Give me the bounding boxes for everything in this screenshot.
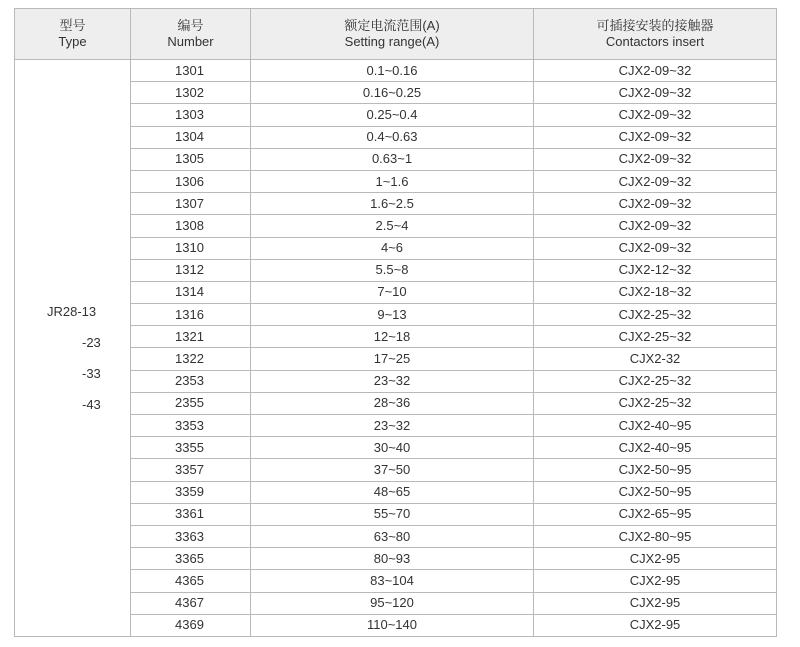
range-cell: 7~10 — [251, 281, 534, 303]
contactor-cell: CJX2-09~32 — [534, 104, 777, 126]
range-cell: 83~104 — [251, 570, 534, 592]
contactor-cell: CJX2-95 — [534, 614, 777, 636]
number-cell: 1314 — [131, 281, 251, 303]
contactor-cell: CJX2-95 — [534, 548, 777, 570]
range-cell: 80~93 — [251, 548, 534, 570]
range-cell: 55~70 — [251, 503, 534, 525]
number-cell: 1305 — [131, 148, 251, 170]
table-header-row — [15, 9, 777, 60]
number-cell: 3357 — [131, 459, 251, 481]
range-cell: 30~40 — [251, 437, 534, 459]
header-number-cn: 编号 — [177, 18, 204, 33]
contactor-cell: CJX2-09~32 — [534, 126, 777, 148]
header-number-en: Number — [167, 34, 214, 49]
contactor-cell: CJX2-95 — [534, 592, 777, 614]
number-cell: 1308 — [131, 215, 251, 237]
table-body — [15, 60, 777, 637]
header-contactor-cn: 可插接安装的接触器 — [596, 18, 714, 33]
number-cell: 1306 — [131, 170, 251, 192]
header-number — [131, 9, 251, 60]
number-cell: 3365 — [131, 548, 251, 570]
number-cell: 4365 — [131, 570, 251, 592]
contactor-cell: CJX2-09~32 — [534, 82, 777, 104]
range-cell: 63~80 — [251, 525, 534, 547]
number-cell: 2355 — [131, 392, 251, 414]
spec-table — [14, 8, 777, 637]
range-cell: 0.63~1 — [251, 148, 534, 170]
type-label: -23 — [82, 335, 101, 350]
contactor-cell: CJX2-09~32 — [534, 148, 777, 170]
number-cell: 1303 — [131, 104, 251, 126]
header-setting-range — [251, 9, 534, 60]
range-cell: 0.1~0.16 — [251, 60, 534, 82]
contactor-cell: CJX2-32 — [534, 348, 777, 370]
contactor-cell: CJX2-40~95 — [534, 415, 777, 437]
contactor-cell: CJX2-25~32 — [534, 392, 777, 414]
range-cell: 1~1.6 — [251, 170, 534, 192]
number-cell: 3359 — [131, 481, 251, 503]
contactor-cell: CJX2-80~95 — [534, 525, 777, 547]
range-cell: 0.4~0.63 — [251, 126, 534, 148]
number-cell: 1307 — [131, 193, 251, 215]
number-cell: 1302 — [131, 82, 251, 104]
header-range-cn: 额定电流范围(A) — [344, 18, 440, 33]
number-cell: 4367 — [131, 592, 251, 614]
table-row — [15, 60, 777, 82]
contactor-cell: CJX2-09~32 — [534, 215, 777, 237]
header-contactors — [534, 9, 777, 60]
range-cell: 17~25 — [251, 348, 534, 370]
range-cell: 1.6~2.5 — [251, 193, 534, 215]
contactor-cell: CJX2-50~95 — [534, 459, 777, 481]
type-label: JR28-13 — [47, 304, 97, 319]
range-cell: 4~6 — [251, 237, 534, 259]
type-label: -33 — [82, 366, 101, 381]
number-cell: 1322 — [131, 348, 251, 370]
contactor-cell: CJX2-40~95 — [534, 437, 777, 459]
type-label: -43 — [82, 397, 101, 412]
number-cell: 1304 — [131, 126, 251, 148]
type-list — [15, 304, 131, 428]
number-cell: 3355 — [131, 437, 251, 459]
contactor-cell: CJX2-18~32 — [534, 281, 777, 303]
range-cell: 110~140 — [251, 614, 534, 636]
range-cell: 23~32 — [251, 415, 534, 437]
contactor-cell: CJX2-12~32 — [534, 259, 777, 281]
range-cell: 5.5~8 — [251, 259, 534, 281]
range-cell: 0.25~0.4 — [251, 104, 534, 126]
header-type-en: Type — [58, 34, 87, 49]
contactor-cell: CJX2-25~32 — [534, 326, 777, 348]
number-cell: 3363 — [131, 525, 251, 547]
header-contactor-en: Contactors insert — [605, 34, 705, 49]
contactor-cell: CJX2-95 — [534, 570, 777, 592]
number-cell: 3361 — [131, 503, 251, 525]
range-cell: 2.5~4 — [251, 215, 534, 237]
range-cell: 95~120 — [251, 592, 534, 614]
header-range-en: Setting range(A) — [344, 34, 440, 49]
range-cell: 28~36 — [251, 392, 534, 414]
range-cell: 12~18 — [251, 326, 534, 348]
number-cell: 1312 — [131, 259, 251, 281]
number-cell: 4369 — [131, 614, 251, 636]
header-type-cn: 型号 — [59, 18, 86, 33]
contactor-cell: CJX2-25~32 — [534, 370, 777, 392]
type-cell — [15, 60, 131, 637]
number-cell: 1301 — [131, 60, 251, 82]
header-type — [15, 9, 131, 60]
contactor-cell: CJX2-09~32 — [534, 193, 777, 215]
contactor-cell: CJX2-09~32 — [534, 237, 777, 259]
range-cell: 48~65 — [251, 481, 534, 503]
number-cell: 1321 — [131, 326, 251, 348]
contactor-cell: CJX2-50~95 — [534, 481, 777, 503]
range-cell: 37~50 — [251, 459, 534, 481]
contactor-cell: CJX2-25~32 — [534, 304, 777, 326]
number-cell: 2353 — [131, 370, 251, 392]
contactor-cell: CJX2-09~32 — [534, 60, 777, 82]
spec-table-container — [14, 8, 776, 637]
contactor-cell: CJX2-09~32 — [534, 170, 777, 192]
number-cell: 1310 — [131, 237, 251, 259]
contactor-cell: CJX2-65~95 — [534, 503, 777, 525]
range-cell: 23~32 — [251, 370, 534, 392]
range-cell: 0.16~0.25 — [251, 82, 534, 104]
range-cell: 9~13 — [251, 304, 534, 326]
number-cell: 1316 — [131, 304, 251, 326]
number-cell: 3353 — [131, 415, 251, 437]
